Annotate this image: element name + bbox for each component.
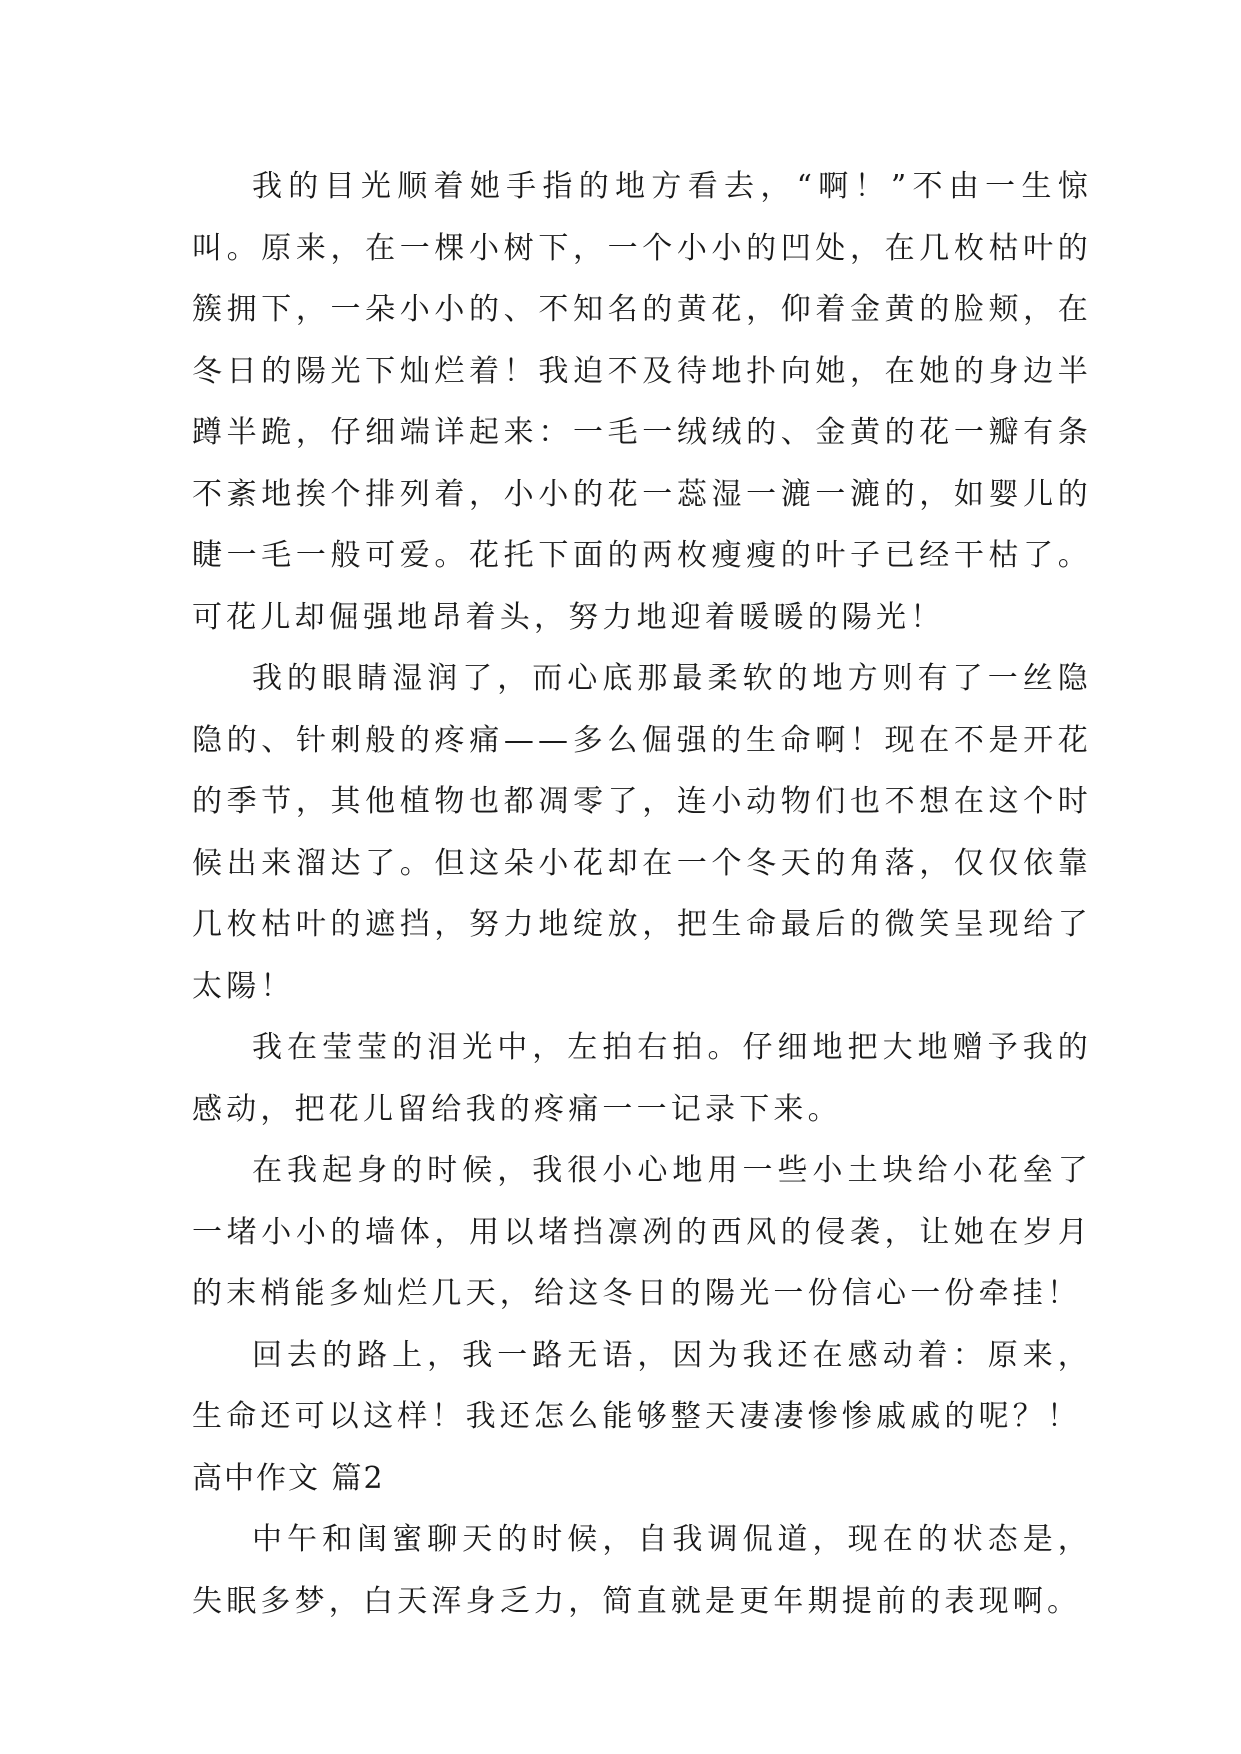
paragraph-4: 在我起身的时候，我很小心地用一些小土块给小花垒了一堵小小的墙体，用以堵挡凛冽的西风的侵袭，让她在岁月的末梢能多灿烂几天，给这冬日的陽光一份信心一份牵挂！: [192, 1153, 1092, 1311]
paragraph-2: 我的眼睛湿润了，而心底那最柔软的地方则有了一丝隐隐的、针刺般的疼痛——多么倔强的生命啊！现在不是开花的季节，其他植物也都凋零了，连小动物们也不想在这个时候出来溜达了。但这朵小花却在一个冬天的角落，仅仅依靠几枚枯叶的遮挡，努力地绽放，把生命最后的微笑呈现给了太陽！: [192, 661, 1092, 1004]
section-heading: 高中作文 篇2: [192, 1460, 385, 1496]
paragraph-1: 我的目光顺着她手指的地方看去，“啊！”不由一生惊叫。原来，在一棵小树下，一个小小的凹处，在几枚枯叶的簇拥下，一朵小小的、不知名的黄花，仰着金黄的脸颊，在冬日的陽光下灿烂着！我迫不及待地扑向她，在她的身边半蹲半跪，仔细端详起来：一毛一绒绒的、金黄的花一瓣有条不紊地挨个排列着，小小的花一蕊湿一漉一漉的，如婴儿的睫一毛一般可爱。花托下面的两枚瘦瘦的叶子已经干枯了。可花儿却倔强地昂着头，努力地迎着暖暖的陽光！: [192, 169, 1092, 635]
document-body: [192, 156, 1092, 1632]
paragraph-5: 回去的路上，我一路无语，因为我还在感动着：原来，生命还可以这样！我还怎么能够整天凄凄惨惨戚戚的呢？！: [192, 1337, 1092, 1434]
paragraph-3: 我在莹莹的泪光中，左拍右拍。仔细地把大地赠予我的感动，把花儿留给我的疼痛一一记录下来。: [192, 1030, 1092, 1127]
paragraph-6: 中午和闺蜜聊天的时候，自我调侃道，现在的状态是，失眠多梦，白天浑身乏力，简直就是更年期提前的表现啊。: [192, 1522, 1092, 1619]
